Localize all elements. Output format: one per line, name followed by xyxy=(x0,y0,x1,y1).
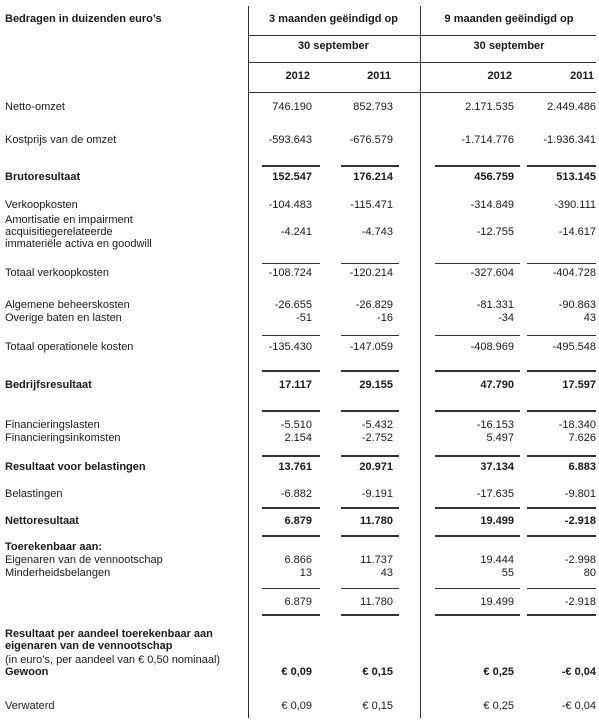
header-rule xyxy=(421,62,596,63)
value-cell: -408.969 xyxy=(470,341,514,353)
row-label: Overige baten en lasten xyxy=(5,312,122,324)
value-cell: € 0,15 xyxy=(362,700,393,712)
value-cell: -115.471 xyxy=(350,199,393,211)
value-cell: -16 xyxy=(377,312,393,324)
row-label: Nettoresultaat xyxy=(5,515,79,527)
header-rule xyxy=(248,62,420,63)
subtotal-rule xyxy=(435,263,520,264)
value-cell: -2.918 xyxy=(564,515,596,527)
subtotal-rule xyxy=(435,370,520,372)
row-label: Verkoopkosten xyxy=(5,199,78,211)
value-cell: 6.883 xyxy=(568,461,596,473)
subtotal-rule xyxy=(527,165,596,167)
row-label: Financieringsinkomsten xyxy=(5,432,121,444)
period-3-months: 3 maanden geëindigd op xyxy=(269,13,398,25)
value-cell: -51 xyxy=(296,312,312,324)
value-cell: -€ 0,04 xyxy=(561,666,596,678)
row-label: Toerekenbaar aan: xyxy=(5,541,103,553)
subtotal-rule xyxy=(262,588,320,589)
subtotal-rule xyxy=(262,410,320,412)
value-cell: 7.626 xyxy=(568,432,596,444)
subtotal-rule xyxy=(527,335,596,336)
value-cell: -€ 0,04 xyxy=(561,700,596,712)
value-cell: 37.134 xyxy=(480,461,514,473)
value-cell: -26.655 xyxy=(274,299,312,311)
value-cell: 47.790 xyxy=(480,379,514,391)
value-cell: -17.635 xyxy=(476,488,514,500)
subtotal-rule xyxy=(527,507,596,509)
subtotal-rule xyxy=(341,370,399,372)
year-header-3m-2011: 2011 xyxy=(367,70,391,82)
value-cell: -18.340 xyxy=(558,419,596,431)
subtotal-rule xyxy=(262,614,320,616)
row-label: immateriële activa en goodwill xyxy=(5,238,152,250)
subtotal-rule xyxy=(435,335,520,336)
value-cell: 11.737 xyxy=(360,554,393,566)
period-9-months: 9 maanden geëindigd op xyxy=(444,13,574,25)
subtotal-rule xyxy=(435,588,520,589)
subtotal-rule xyxy=(527,535,596,537)
value-cell: -5.510 xyxy=(280,419,312,431)
value-cell: 20.971 xyxy=(359,461,393,473)
row-label: Netto-omzet xyxy=(5,101,65,113)
column-divider-right xyxy=(420,6,421,718)
subtotal-rule xyxy=(262,263,320,264)
subtotal-rule xyxy=(527,614,596,616)
value-cell: -81.331 xyxy=(476,299,514,311)
subtotal-rule xyxy=(341,410,399,412)
value-cell: 852.793 xyxy=(353,101,393,113)
value-cell: 19.444 xyxy=(480,554,514,566)
value-cell: -9.801 xyxy=(564,488,596,500)
subtotal-rule xyxy=(435,165,520,167)
value-cell: -404.728 xyxy=(552,267,596,279)
subtotal-rule xyxy=(527,410,596,412)
subtotal-rule xyxy=(262,507,320,509)
value-cell: 29.155 xyxy=(359,379,393,391)
value-cell: -12.755 xyxy=(476,226,514,238)
value-cell: -2.752 xyxy=(361,432,393,444)
value-cell: 152.547 xyxy=(272,171,312,183)
row-label: Totaal operationele kosten xyxy=(5,341,134,353)
value-cell: 5.497 xyxy=(486,432,514,444)
row-label: Eigenaren van de vennootschap xyxy=(5,554,163,566)
value-cell: 17.597 xyxy=(562,379,596,391)
row-label: Financieringslasten xyxy=(5,419,100,431)
row-label: Kostprijs van de omzet xyxy=(5,134,117,146)
value-cell: € 0,09 xyxy=(281,700,312,712)
subtotal-rule xyxy=(262,370,320,372)
subtotal-rule xyxy=(341,165,399,167)
value-cell: 456.759 xyxy=(474,171,514,183)
value-cell: -6.882 xyxy=(280,488,312,500)
row-label: Resultaat per aandeel toerekenbaar aan xyxy=(5,628,213,640)
value-cell: 17.117 xyxy=(278,379,312,391)
row-label: Bedrijfsresultaat xyxy=(5,379,92,391)
value-cell: 6.866 xyxy=(284,554,312,566)
value-cell: 19.499 xyxy=(480,596,514,608)
value-cell: -147.059 xyxy=(349,341,393,353)
value-cell: -135.430 xyxy=(268,341,312,353)
value-cell: € 0,15 xyxy=(362,666,393,678)
subtotal-rule xyxy=(435,614,520,616)
value-cell: 11.780 xyxy=(360,596,393,608)
date-3-months: 30 september xyxy=(298,40,369,52)
value-cell: -1.714.776 xyxy=(461,134,514,146)
subtotal-rule xyxy=(341,335,399,336)
value-cell: -390.111 xyxy=(554,199,596,211)
date-9-months: 30 september xyxy=(473,40,545,52)
value-cell: -4.241 xyxy=(280,226,312,238)
value-cell: -495.548 xyxy=(552,341,596,353)
subtotal-rule xyxy=(262,535,320,537)
year-header-3m-2012: 2012 xyxy=(285,70,310,82)
value-cell: -327.604 xyxy=(470,267,514,279)
row-label: Algemene beheerskosten xyxy=(5,299,130,311)
value-cell: -2.918 xyxy=(564,596,596,608)
header-rule xyxy=(248,35,420,36)
subtotal-rule xyxy=(527,455,596,457)
value-cell: -16.153 xyxy=(476,419,514,431)
subtotal-rule xyxy=(262,165,320,167)
value-cell: -4.743 xyxy=(361,226,393,238)
value-cell: -676.579 xyxy=(349,134,393,146)
value-cell: -90.863 xyxy=(558,299,596,311)
value-cell: -1.936.341 xyxy=(543,134,596,146)
subtotal-rule xyxy=(341,588,399,589)
subtotal-rule xyxy=(435,410,520,412)
value-cell: 2.171.535 xyxy=(465,101,514,113)
row-label: (in euro’s, per aandeel van € 0,50 nominaal) xyxy=(5,654,221,666)
value-cell: € 0,25 xyxy=(483,700,514,712)
subtotal-rule xyxy=(435,535,520,537)
subtotal-rule xyxy=(527,263,596,264)
row-label: Amortisatie en impairment xyxy=(5,214,133,226)
value-cell: 43 xyxy=(583,312,596,324)
value-cell: € 0,09 xyxy=(281,666,312,678)
unit-label: Bedragen in duizenden euro’s xyxy=(5,13,162,25)
value-cell: 6.879 xyxy=(284,596,312,608)
row-label: Belastingen xyxy=(5,488,63,500)
subtotal-rule xyxy=(262,455,320,457)
value-cell: 6.879 xyxy=(284,515,312,527)
value-cell: -26.829 xyxy=(355,299,393,311)
row-label: Gewoon xyxy=(5,666,49,678)
header-rule xyxy=(421,92,596,93)
value-cell: 176.214 xyxy=(353,171,393,183)
row-label: Verwaterd xyxy=(5,700,55,712)
value-cell: 13.761 xyxy=(278,461,312,473)
value-cell: 55 xyxy=(501,567,514,579)
subtotal-rule xyxy=(341,614,399,616)
subtotal-rule xyxy=(341,263,399,264)
value-cell: -104.483 xyxy=(268,199,312,211)
row-label: Totaal verkoopkosten xyxy=(5,267,109,279)
subtotal-rule xyxy=(341,507,399,509)
value-cell: -108.724 xyxy=(268,267,312,279)
value-cell: 43 xyxy=(380,567,393,579)
value-cell: -34 xyxy=(498,312,514,324)
value-cell: -5.432 xyxy=(361,419,393,431)
subtotal-rule xyxy=(435,507,520,509)
value-cell: -2.998 xyxy=(564,554,596,566)
year-header-9m-2012: 2012 xyxy=(487,70,512,82)
subtotal-rule xyxy=(341,455,399,457)
value-cell: 746.190 xyxy=(272,101,312,113)
row-label: Brutoresultaat xyxy=(5,171,81,183)
value-cell: -314.849 xyxy=(470,199,514,211)
subtotal-rule xyxy=(435,455,520,457)
value-cell: 80 xyxy=(583,567,596,579)
row-label: eigenaren van de vennootschap xyxy=(5,640,173,652)
value-cell: -9.191 xyxy=(361,488,393,500)
value-cell: 2.154 xyxy=(284,432,312,444)
subtotal-rule xyxy=(527,588,596,589)
row-label: acquisitiegerelateerde xyxy=(5,226,113,238)
subtotal-rule xyxy=(262,335,320,336)
row-label: Minderheidsbelangen xyxy=(5,567,111,579)
value-cell: € 0,25 xyxy=(483,666,514,678)
year-header-9m-2011: 2011 xyxy=(570,70,594,82)
header-rule xyxy=(248,92,420,93)
value-cell: 2.449.486 xyxy=(547,101,596,113)
value-cell: 513.145 xyxy=(556,171,596,183)
value-cell: -14.617 xyxy=(558,226,596,238)
value-cell: -593.643 xyxy=(268,134,312,146)
value-cell: 13 xyxy=(299,567,312,579)
header-rule xyxy=(421,35,596,36)
row-label: Resultaat voor belastingen xyxy=(5,461,146,473)
value-cell: 11.780 xyxy=(359,515,393,527)
value-cell: -120.214 xyxy=(349,267,393,279)
value-cell: 19.499 xyxy=(480,515,514,527)
subtotal-rule xyxy=(341,535,399,537)
subtotal-rule xyxy=(527,370,596,372)
